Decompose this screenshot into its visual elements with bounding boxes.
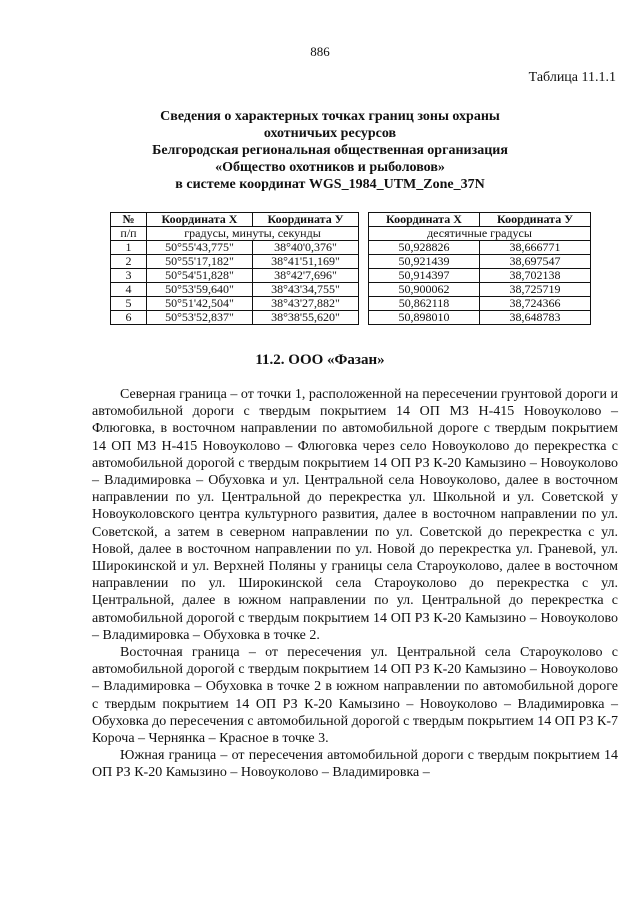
column-gap xyxy=(359,269,369,283)
page-number: 886 xyxy=(310,44,330,59)
subheader-decimal: десятичные градусы xyxy=(369,227,591,241)
header-number: № xyxy=(111,213,147,227)
column-gap xyxy=(359,255,369,269)
body-text xyxy=(92,386,618,782)
section-heading: 11.2. ООО «Фазан» xyxy=(255,352,385,368)
header-coord-x-dec: Координата X xyxy=(369,213,480,227)
cell-x-dec: 50,900062 xyxy=(369,283,480,297)
cell-x-dms: 50°55'17,182" xyxy=(147,255,253,269)
column-gap xyxy=(359,283,369,297)
cell-y-dec: 38,666771 xyxy=(480,241,591,255)
cell-number: 5 xyxy=(111,297,147,311)
header-coord-x-dms: Координата X xyxy=(147,213,253,227)
document-title xyxy=(80,108,580,193)
cell-x-dec: 50,921439 xyxy=(369,255,480,269)
paragraph-east-boundary: Восточная граница – от пересечения ул. Центральной села Староуколово с автомобильной дорогой с твердым покрытием 14 ОП РЗ К-20 Камызино – Новоуколово – Владимировка – Обуховка в точке 2 в южном направлении по автомобильной дороге с твердым покрытием 14 ОП РЗ К-20 Камызино – Новоуколово – Владимировка – Обуховка до пересечения с автомобильной дорогой с твердым покрытием 14 ОП РЗ К-7 Короча – Чернянка – Красное в точке 3. xyxy=(92,645,618,747)
cell-x-dms: 50°51'42,504" xyxy=(147,297,253,311)
column-gap xyxy=(359,297,369,311)
table-row xyxy=(111,241,591,255)
table-header-row xyxy=(111,213,591,227)
cell-x-dms: 50°53'59,640" xyxy=(147,283,253,297)
column-gap xyxy=(359,241,369,255)
cell-y-dec: 38,724366 xyxy=(480,297,591,311)
cell-number: 6 xyxy=(111,311,147,325)
cell-x-dec: 50,928826 xyxy=(369,241,480,255)
header-coord-y-dms: Координата У xyxy=(253,213,359,227)
cell-number: 3 xyxy=(111,269,147,283)
column-gap xyxy=(359,227,369,241)
table-row xyxy=(111,283,591,297)
table-row xyxy=(111,255,591,269)
cell-x-dec: 50,914397 xyxy=(369,269,480,283)
paragraph-south-boundary: Южная граница – от пересечения автомобильной дороги с твердым покрытием 14 ОП РЗ К-20 Камызино – Новоуколово – Владимировка – xyxy=(92,748,618,781)
cell-y-dec: 38,697547 xyxy=(480,255,591,269)
coordinates-table xyxy=(110,212,591,325)
cell-y-dms: 38°41'51,169" xyxy=(253,255,359,269)
paragraph-north-boundary: Северная граница – от точки 1, расположенной на пересечении грунтовой дороги и автомобильной дороги с твердым покрытием 14 ОП МЗ Н-415 Новоуколово – Флюговка, в восточном направлении по автомобильной дороге с твердым покрытием 14 ОП МЗ Н-415 Новоуколово – Флюговка через село Новоуколово до перекрестка с автомобильной дорогой с твердым покрытием 14 ОП РЗ К-20 Камызино – Новоуколово – Владимировка – Обуховка и ул. Центральной села Новоуколово, далее в восточном направлении по ул. Центральной до перекрестка ул. Школьной и ул. Советской у Новоуколовского центра культурного развития, далее в восточном направлении по ул. Советской, а затем в северном направлении по ул. Советской до перекрестка с ул. Новой, далее в восточном направлении по ул. Новой до перекрестка ул. Граневой, ул. Широкинской и ул. Верхней Поляны у границы села Староуколово, далее в восточном направлении по ул. Широкинской села Староуколово до перекрестка с ул. Центральной, далее в южном направлении по ул. Центральной до перекрестка с автомобильной дорогой с твердым покрытием 14 ОП РЗ К-20 Камызино – Новоуколово – Владимировка – Обуховка в точке 2. xyxy=(92,387,618,643)
subheader-pp: п/п xyxy=(111,227,147,241)
column-gap xyxy=(359,311,369,325)
title-line: Сведения о характерных точках границ зоны охраны xyxy=(160,109,500,124)
table-subheader-row xyxy=(111,227,591,241)
cell-x-dec: 50,862118 xyxy=(369,297,480,311)
title-line: «Общество охотников и рыболовов» xyxy=(215,160,445,175)
cell-x-dms: 50°53'52,837" xyxy=(147,311,253,325)
title-line: охотничьих ресурсов xyxy=(263,126,397,141)
cell-y-dec: 38,725719 xyxy=(480,283,591,297)
table-caption: Таблица 11.1.1 xyxy=(528,70,616,85)
cell-y-dms: 38°43'34,755" xyxy=(253,283,359,297)
cell-x-dec: 50,898010 xyxy=(369,311,480,325)
cell-y-dms: 38°42'7,696" xyxy=(253,269,359,283)
cell-number: 2 xyxy=(111,255,147,269)
cell-y-dms: 38°43'27,882" xyxy=(253,297,359,311)
cell-x-dms: 50°55'43,775" xyxy=(147,241,253,255)
table-row xyxy=(111,297,591,311)
cell-y-dms: 38°38'55,620" xyxy=(253,311,359,325)
table-row xyxy=(111,311,591,325)
column-gap xyxy=(359,213,369,227)
cell-x-dms: 50°54'51,828" xyxy=(147,269,253,283)
cell-y-dms: 38°40'0,376" xyxy=(253,241,359,255)
title-line: Белгородская региональная общественная организация xyxy=(152,143,508,158)
header-coord-y-dec: Координата У xyxy=(480,213,591,227)
cell-number: 1 xyxy=(111,241,147,255)
subheader-dms: градусы, минуты, секунды xyxy=(147,227,359,241)
cell-y-dec: 38,648783 xyxy=(480,311,591,325)
cell-y-dec: 38,702138 xyxy=(480,269,591,283)
title-line: в системе координат WGS_1984_UTM_Zone_37N xyxy=(175,177,485,192)
cell-number: 4 xyxy=(111,283,147,297)
table-row xyxy=(111,269,591,283)
